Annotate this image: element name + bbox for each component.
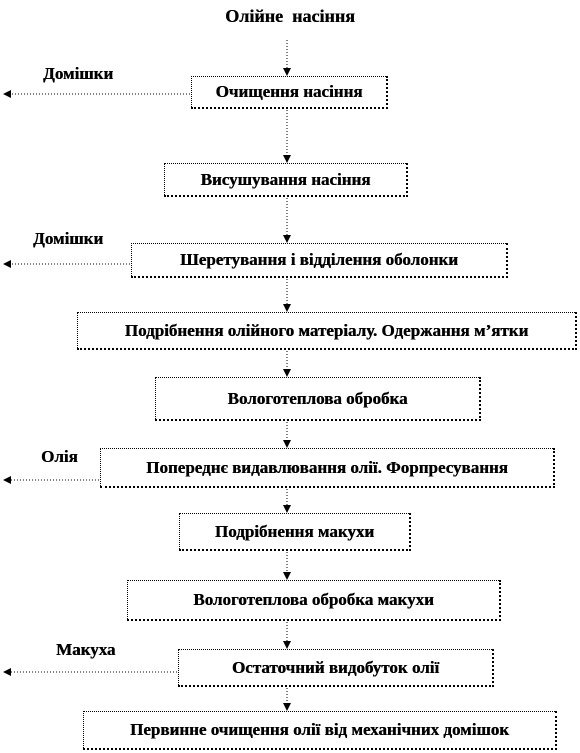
output-label-impurities-2: Домішки — [33, 229, 104, 248]
output-label-oilcake: Макуха — [56, 640, 116, 659]
output-label-oil: Олія — [41, 447, 78, 466]
step-cake-moisture-heat-treatment: Вологотеплова обробка макухи — [127, 580, 501, 621]
output-label-impurities-1: Домішки — [43, 64, 114, 83]
diagram-title: Олійне насіння — [225, 6, 355, 26]
step-moisture-heat-treatment: Вологотеплова обробка — [155, 377, 481, 421]
step-final-oil-extraction: Остаточний видобуток олії — [178, 649, 494, 687]
step-seed-drying: Висушування насіння — [164, 163, 408, 197]
step-grinding-mash: Подрібнення олійного матеріалу. Одержання м’ятки — [77, 312, 577, 350]
step-seed-cleaning: Очищення насіння — [191, 76, 388, 109]
step-cake-grinding: Подрібнення макухи — [179, 513, 411, 551]
step-hulling: Шеретування і відділення оболонки — [131, 243, 508, 278]
step-primary-oil-cleaning: Первинне очищення олії від механічних домішок — [83, 711, 557, 750]
step-prepressing: Попереднє видавлювання олії. Форпресування — [100, 448, 555, 488]
